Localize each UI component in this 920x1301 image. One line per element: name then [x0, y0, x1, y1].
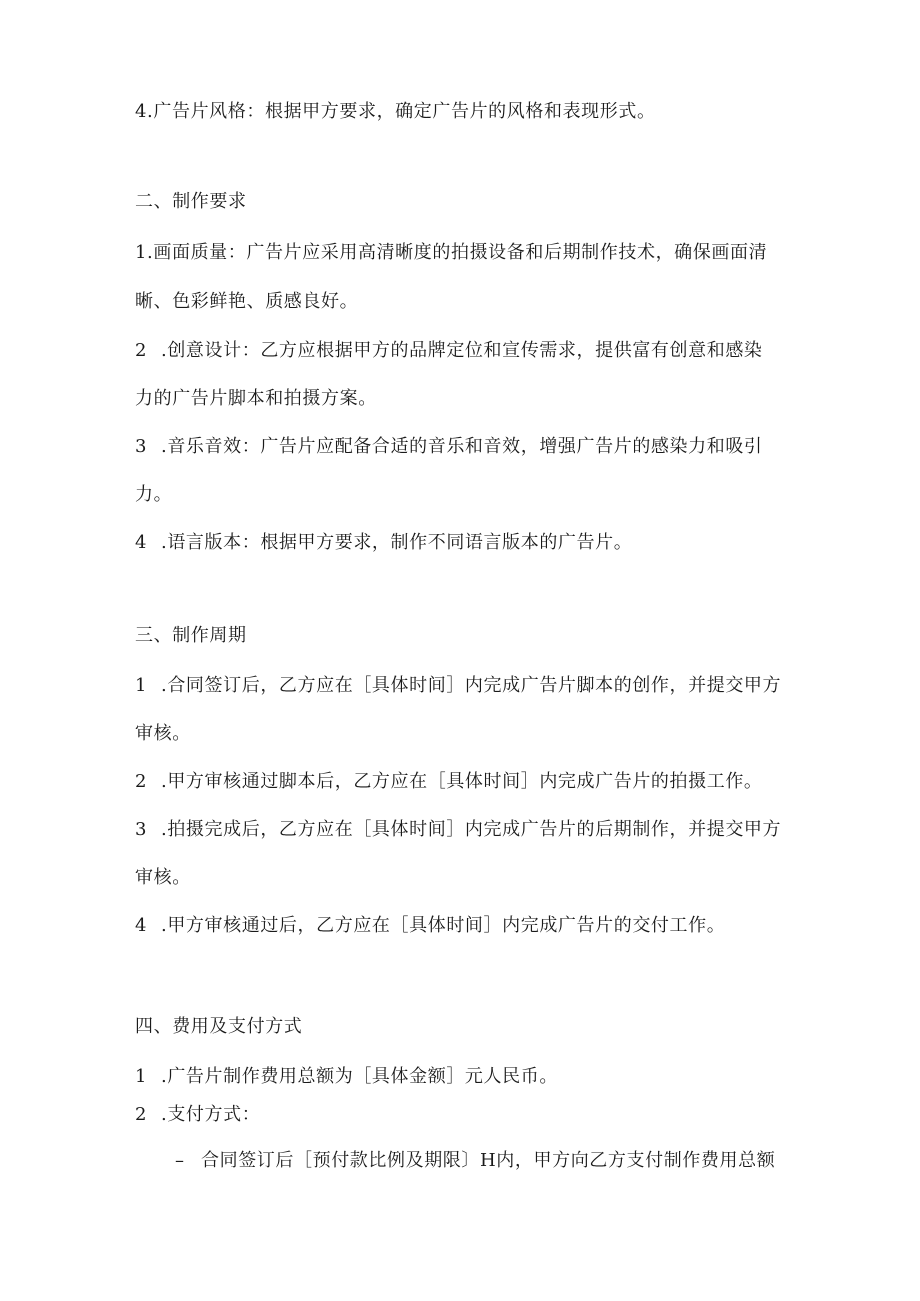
item-number: 1: [135, 1066, 148, 1087]
item-text: .语言版本：根据甲方要求，制作不同语言版本的广告片。: [161, 532, 633, 553]
bullet-item-advance-payment: [175, 1149, 775, 1173]
item-text: .合同签订后，乙方应在［具体时间］内完成广告片脚本的创作，并提交甲方: [161, 675, 782, 696]
list-item-script-creation: [135, 674, 781, 698]
item-text: .音乐音效：广告片应配备合适的音乐和音效，增强广告片的感染力和吸引: [161, 436, 763, 457]
item-number: 2: [135, 1104, 148, 1125]
section-heading-production-schedule: [135, 624, 247, 648]
list-item-post-production-continued: [135, 866, 191, 890]
item-text: .广告片制作费用总额为［具体金额］元人民币。: [161, 1066, 558, 1087]
paragraph-style: [135, 100, 656, 124]
item-number: 4: [135, 532, 148, 553]
item-text: .甲方审核通过脚本后，乙方应在［具体时间］内完成广告片的拍摄工作。: [161, 771, 763, 792]
item-text: .甲方审核通过后，乙方应在［具体时间］内完成广告片的交付工作。: [161, 915, 726, 936]
item-number: 2: [135, 771, 148, 792]
item-text: 力的广告片脚本和拍摄方案。: [135, 388, 377, 409]
list-item-filming: [135, 770, 763, 794]
item-text: .拍摄完成后，乙方应在［具体时间］内完成广告片的后期制作，并提交甲方: [161, 819, 782, 840]
list-item-delivery: [135, 914, 725, 938]
item-number: 3: [135, 819, 148, 840]
section-heading-production-requirements: [135, 190, 247, 214]
list-item-image-quality: [135, 241, 767, 265]
item-text: 审核。: [135, 867, 191, 888]
heading-text: 二、制作要求: [135, 191, 247, 212]
list-item-payment-method: [135, 1103, 260, 1127]
item-text: 力。: [135, 484, 173, 505]
item-text: 1.画面质量：广告片应采用高清晰度的拍摄设备和后期制作技术，确保画面清: [135, 242, 768, 263]
item-text: .支付方式：: [161, 1104, 261, 1125]
list-item-image-quality-continued: [135, 290, 358, 314]
item-text: 晰、色彩鲜艳、质感良好。: [135, 291, 359, 312]
list-item-creative-design: [135, 339, 763, 363]
list-item-music-sound: [135, 435, 763, 459]
item-number: 3: [135, 436, 148, 457]
list-item-music-sound-continued: [135, 483, 172, 507]
item-text: 合同签订后［预付款比例及期限〕H内，甲方向乙方支付制作费用总额: [201, 1150, 776, 1171]
heading-text: 三、制作周期: [135, 625, 247, 646]
paragraph-text: 4.广告片风格：根据甲方要求，确定广告片的风格和表现形式。: [135, 101, 656, 122]
item-text: .创意设计：乙方应根据甲方的品牌定位和宣传需求，提供富有创意和感染: [161, 340, 763, 361]
list-item-post-production: [135, 818, 781, 842]
list-item-script-creation-continued: [135, 722, 191, 746]
item-number: 4: [135, 915, 148, 936]
list-item-language-version: [135, 531, 632, 555]
list-item-creative-design-continued: [135, 387, 377, 411]
item-number: 2: [135, 340, 148, 361]
heading-text: 四、费用及支付方式: [135, 1016, 303, 1037]
bullet-dash: –: [175, 1150, 185, 1171]
item-text: 审核。: [135, 723, 191, 744]
list-item-total-fee: [135, 1065, 558, 1089]
section-heading-fees-payment: [135, 1015, 302, 1039]
item-number: 1: [135, 675, 148, 696]
